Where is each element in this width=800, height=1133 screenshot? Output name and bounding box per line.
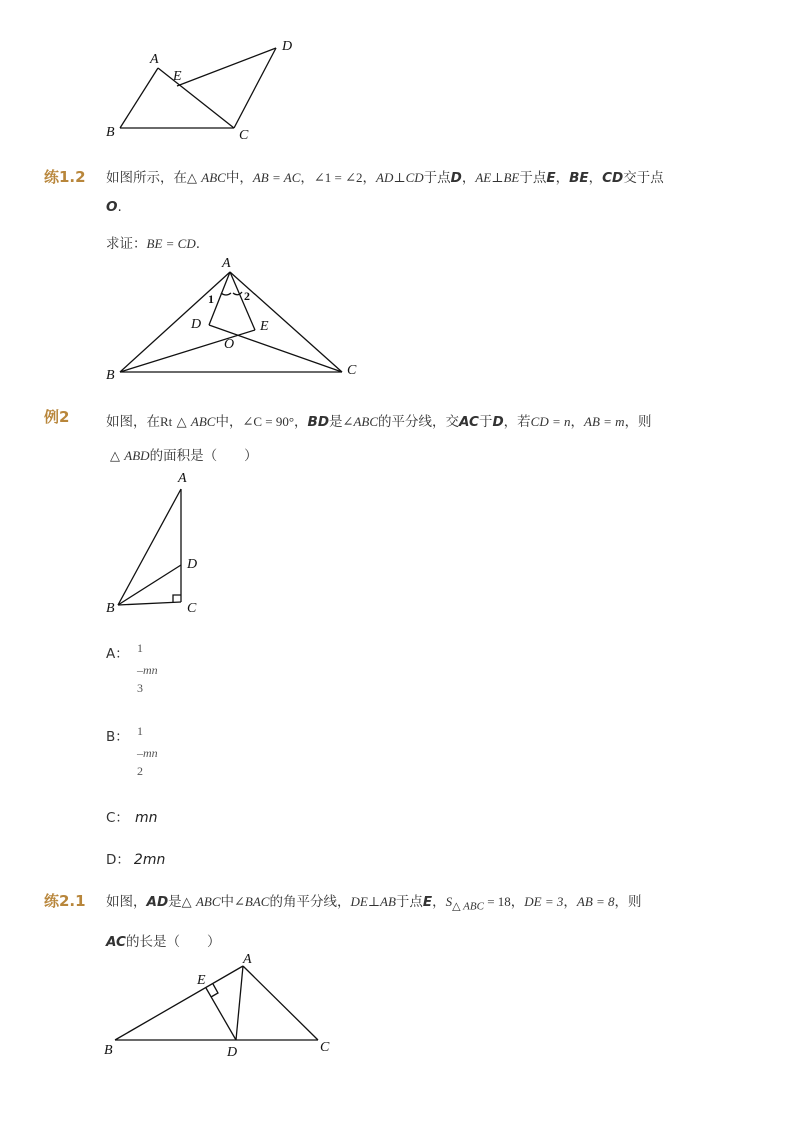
label-D: D <box>191 317 202 332</box>
label-E: E <box>197 973 206 988</box>
problem-line: △ ABD的面积是（ ） <box>110 448 258 464</box>
problem-line: 如图，在Rt △ ABC中，∠C = 90°，BD是∠ABC的平分线，交AC于D，若CD = n，AB = m，则 <box>106 414 652 430</box>
label-C: C <box>320 1040 330 1055</box>
problem-line: AC的长是（ ） <box>106 934 221 950</box>
exercise-tag: 练1.2 <box>44 168 86 186</box>
option-d-value: 2mn <box>133 852 166 868</box>
prove-line: 求证：BE = CD. <box>106 236 201 252</box>
problem-line: 如图所示，在△ ABC中，AB = AC，∠1 = ∠2，AD⊥CD于点D，AE⊥BE于点E，BE，CD交于点 <box>106 170 664 186</box>
label-D: D <box>227 1045 238 1060</box>
option-c-value: mn <box>134 810 158 826</box>
option-b-denominator: 2 <box>137 764 143 778</box>
option-a-label: A： <box>106 646 129 662</box>
label-A: A <box>243 952 252 967</box>
label-B: B <box>106 368 115 383</box>
option-b-label: B： <box>106 729 129 745</box>
label-E: E <box>173 69 182 84</box>
angle-2-label: 2 <box>244 289 250 303</box>
label-C: C <box>347 363 357 378</box>
option-d-label: D： <box>106 852 130 868</box>
option-a-numerator: 1 <box>137 641 143 655</box>
option-c-label: C： <box>106 810 129 826</box>
exercise-tag: 练2.1 <box>44 892 86 910</box>
label-A: A <box>150 52 159 67</box>
example-tag: 例2 <box>44 408 70 426</box>
label-C: C <box>187 601 197 616</box>
label-A: A <box>178 471 187 486</box>
label-O: O <box>224 337 235 352</box>
label-A: A <box>222 256 231 271</box>
label-D: D <box>282 39 293 54</box>
option-b-fraction-bar: –mn <box>137 746 158 760</box>
label-B: B <box>106 601 115 616</box>
option-a-denominator: 3 <box>137 681 143 695</box>
option-b-numerator: 1 <box>137 724 143 738</box>
label-E: E <box>260 319 269 334</box>
problem-line: O. <box>106 199 122 215</box>
label-D: D <box>187 557 198 572</box>
label-B: B <box>104 1043 113 1058</box>
label-C: C <box>239 128 249 143</box>
label-B: B <box>106 125 115 140</box>
option-a-fraction-bar: –mn <box>137 663 158 677</box>
angle-1-label: 1 <box>208 292 214 306</box>
problem-line: 如图，AD是△ ABC中∠BAC的角平分线，DE⊥AB于点E，$S_{\triangle ABC} = 18$，DE = 3，AB = 8，则 <box>106 894 642 913</box>
